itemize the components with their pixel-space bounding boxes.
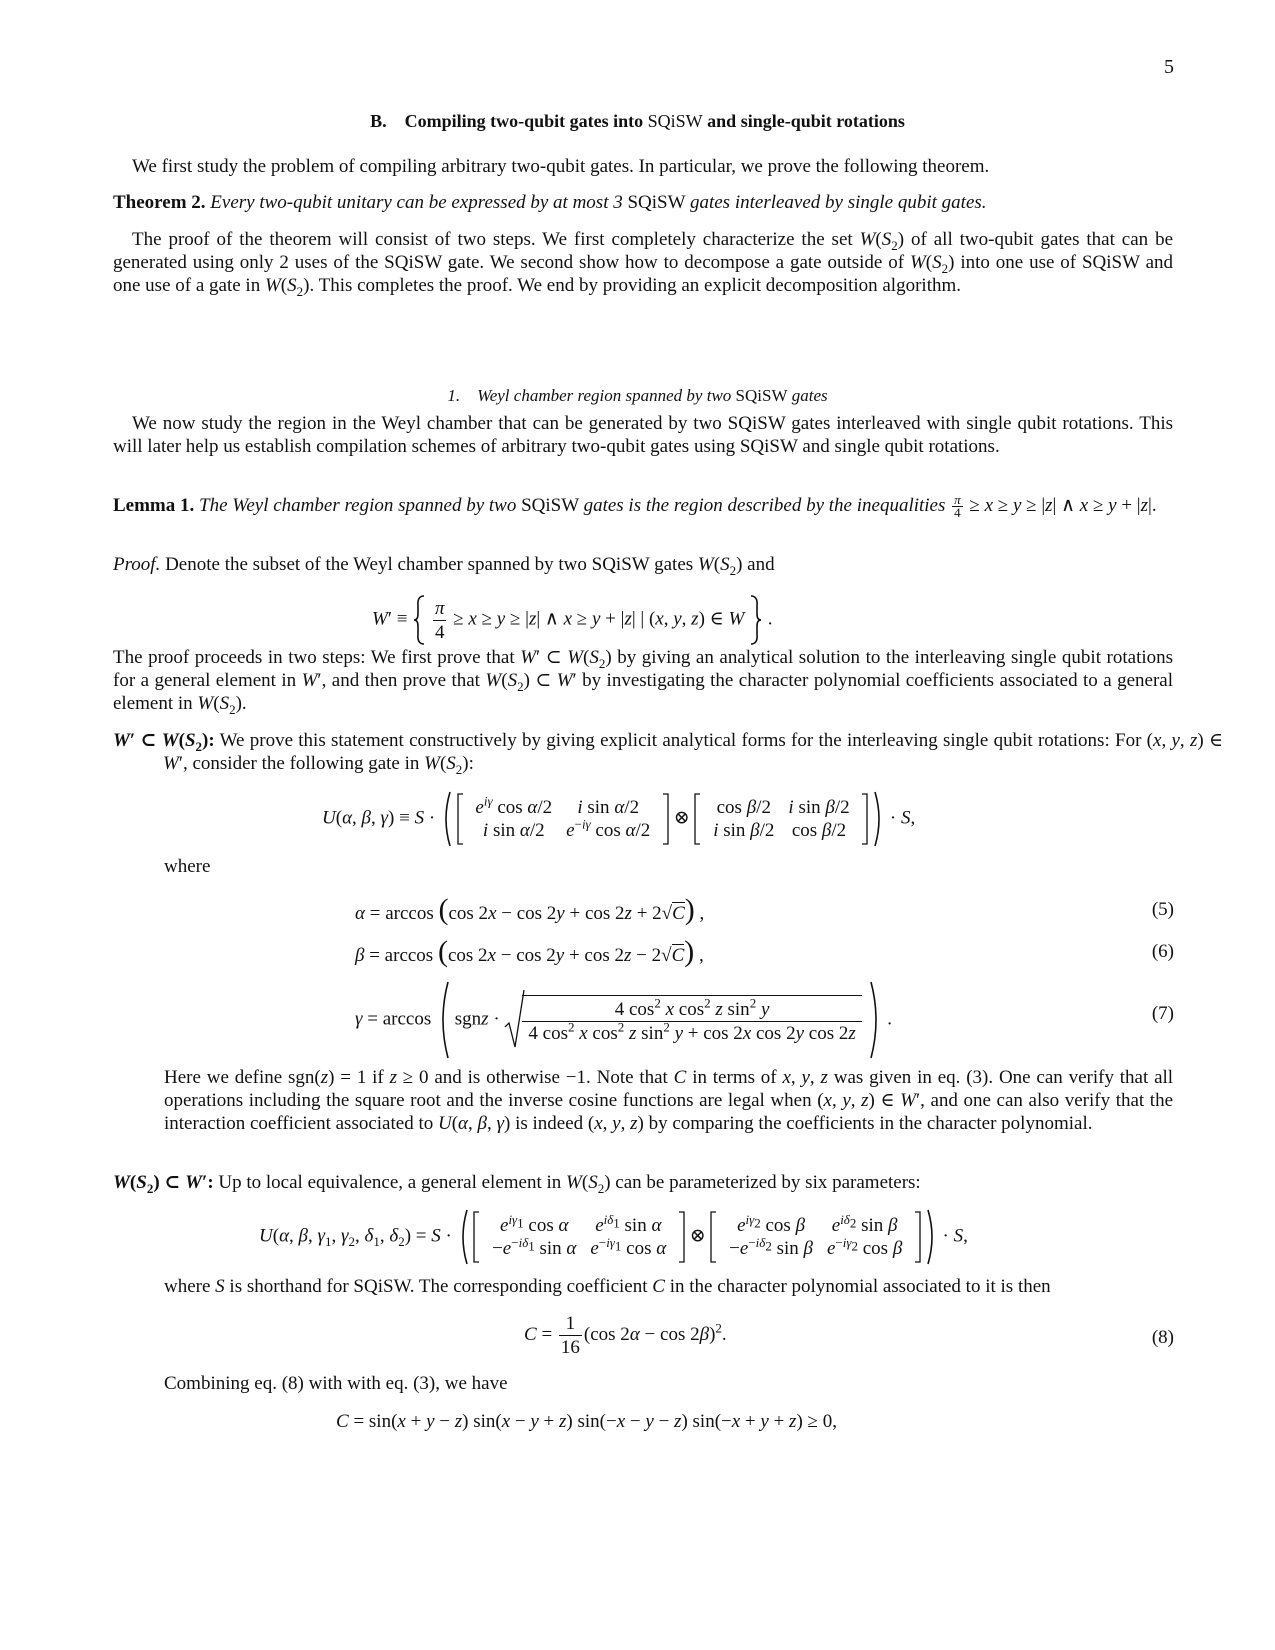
item-w-s2-subset: $W(S_2)$ ⊂ W′: Up to local equivalence, a general element in $W(S_2)$ can be parameterized by six parameters: bbox=[113, 1172, 921, 1196]
equation-c-sine-product: C = sin(x + y − z) sin(x − y + z) sin(−x − y − z) sin(−x + y + z) ≥ 0, bbox=[336, 1411, 837, 1432]
right-brace-icon bbox=[749, 594, 763, 646]
where-s-paragraph: where S is shorthand for SQiSW. The corresponding coefficient C in the character polynomial associated to it is then bbox=[164, 1276, 1051, 1297]
lemma-statement: Lemma 1. The Weyl chamber region spanned by two SQiSW gates is the region described by the inequalities $\frac{\pi}{4}$ ≥ x ≥ y ≥ |z| ∧ x ≥ y + |z|. bbox=[113, 492, 1157, 521]
equation-number-6: (6) bbox=[1151, 941, 1174, 962]
left-brace-icon bbox=[412, 594, 426, 646]
equation-alpha: α = arccos (cos 2x − cos 2y + cos 2z + 2√C) , bbox=[355, 893, 705, 926]
matrix-six-beta: $e^{i\gamma_2}$ cos β $e^{i\delta_2}$ sin β $-e^{-i\delta_2}$ sin β $e^{-i\gamma_2}$ cos β bbox=[729, 1211, 903, 1259]
page-number: 5 bbox=[1164, 56, 1174, 78]
matrix-six-alpha: $e^{i\gamma_1}$ cos α $e^{i\delta_1}$ sin α $-e^{-i\delta_1}$ sin α $e^{-i\gamma_1}$ cos α bbox=[492, 1211, 667, 1259]
equation-gamma: γ = arccos sgnz · $\frac{4 \cos^2 x \cos^2 z \sin^2 y}{4 \cos^2 x \cos^2 z \sin^2 y + \cos 2x \cos 2y \cos 2z}$ . bbox=[355, 980, 892, 1060]
two-steps-paragraph: The proof proceeds in two steps: We first prove that W′ ⊂ $W(S_2)$ by giving an analytical solution to the interleaving single qubit rotations for a general element in W′, and then prove that $W(S_2)$ ⊂ W′ by investigating the character polynomial coefficients associated to a general element in $W(S_2)$. bbox=[113, 647, 1174, 717]
where-label: where bbox=[164, 856, 211, 877]
matrix-beta: cos β/2 i sin β/2 i sin β/2 cos β/2 bbox=[713, 797, 850, 841]
combining-sentence: Combining eq. (8) with with eq. (3), we have bbox=[164, 1373, 508, 1394]
equation-beta: β = arccos (cos 2x − cos 2y + cos 2z − 2√C) , bbox=[355, 935, 704, 968]
region-intro-paragraph: We now study the region in the Weyl chamber that can be generated by two SQiSW gates interleaved with single qubit rotations. This will later help us establish compilation schemes of arbitrary two-qubit gates using SQiSW and single qubit rotations. bbox=[113, 413, 1173, 457]
item-w-prime-subset: W′ ⊂ $W(S_2)$: We prove this statement constructively by giving explicit analytical forms for the interleaving single qubit rotations: For (x, y, z) ∈ W′, consider the following gate in $W(S_2)$: bbox=[113, 730, 1224, 777]
theorem-statement: Theorem 2. Every two-qubit unitary can be expressed by at most 3 SQiSW gates interleaved by single qubit gates. bbox=[113, 192, 987, 213]
proof-first-line: Proof. Denote the subset of the Weyl chamber spanned by two SQiSW gates $W(S_2)$ and bbox=[113, 554, 775, 578]
equation-u-six-parameters: U(α, β, $\gamma_1$, $\gamma_2$, $\delta_1$, $\delta_2) = S$ · $e^{i\gamma_1}$ cos α $e^{i\delta_1}$ sin α $-e^{-i\delta_1}$ sin α $e^{-i\gamma_1}$ cos α ⊗ $e^{i\gamma_2}$ cos β $e^{i\delta_2}$ sin β $-e^{-i\delta_2}$ sin β $e^{-i\gamma_2}$ cos β · S, bbox=[259, 1208, 968, 1266]
equation-w-prime-definition: W′ ≡ $\frac{\pi}{4}$ ≥ x ≥ y ≥ |z| ∧ x ≥ y + |z| | (x, y, z) ∈ W . bbox=[372, 594, 773, 646]
definition-paragraph: Here we define sgn(z) = 1 if z ≥ 0 and is otherwise −1. Note that C in terms of x, y, z was given in eq. (3). One can verify that all operations including the square root and the inverse cosine functions are legal when (x, y, z) ∈ W′, and one can also verify that the interaction coefficient associated to U(α, β, γ) is indeed (x, y, z) by comparing the coefficients in the character polynomial. bbox=[164, 1067, 1174, 1134]
equation-number-5: (5) bbox=[1151, 899, 1174, 920]
equation-c-definition: C = $\frac{1}{16}$ (cos 2α − cos 2β)$^2$. bbox=[524, 1313, 727, 1358]
section-heading: B. Compiling two-qubit gates into SQiSW and single-qubit rotations bbox=[370, 111, 905, 131]
equation-u-alpha-beta-gamma: U(α, β, γ) ≡ S · $e^{i\gamma}$ cos α/2 i sin α/2 i sin α/2 $e^{-i\gamma}$ cos α/2 ⊗ cos β/2 i sin β/2 i sin β/2 cos β/2 · S, bbox=[322, 790, 915, 848]
equation-number-8: (8) bbox=[1151, 1327, 1174, 1348]
proof-overview-paragraph: The proof of the theorem will consist of two steps. We first completely characterize the set $W(S_2)$ of all two-qubit gates that can be generated using only 2 uses of the SQiSW gate. We second show how to decompose a gate outside of $W(S_2)$ into one use of SQiSW and one use of a gate in $W(S_2)$. This completes the proof. We end by providing an explicit decomposition algorithm. bbox=[113, 229, 1174, 299]
equation-number-7: (7) bbox=[1151, 1003, 1174, 1024]
intro-paragraph: We first study the problem of compiling arbitrary two-qubit gates. In particular, we prove the following theorem. bbox=[132, 156, 990, 177]
matrix-alpha: $e^{i\gamma}$ cos α/2 i sin α/2 i sin α/2 $e^{-i\gamma}$ cos α/2 bbox=[475, 793, 651, 841]
subsection-heading: 1. Weyl chamber region spanned by two SQiSW gates bbox=[447, 386, 828, 405]
